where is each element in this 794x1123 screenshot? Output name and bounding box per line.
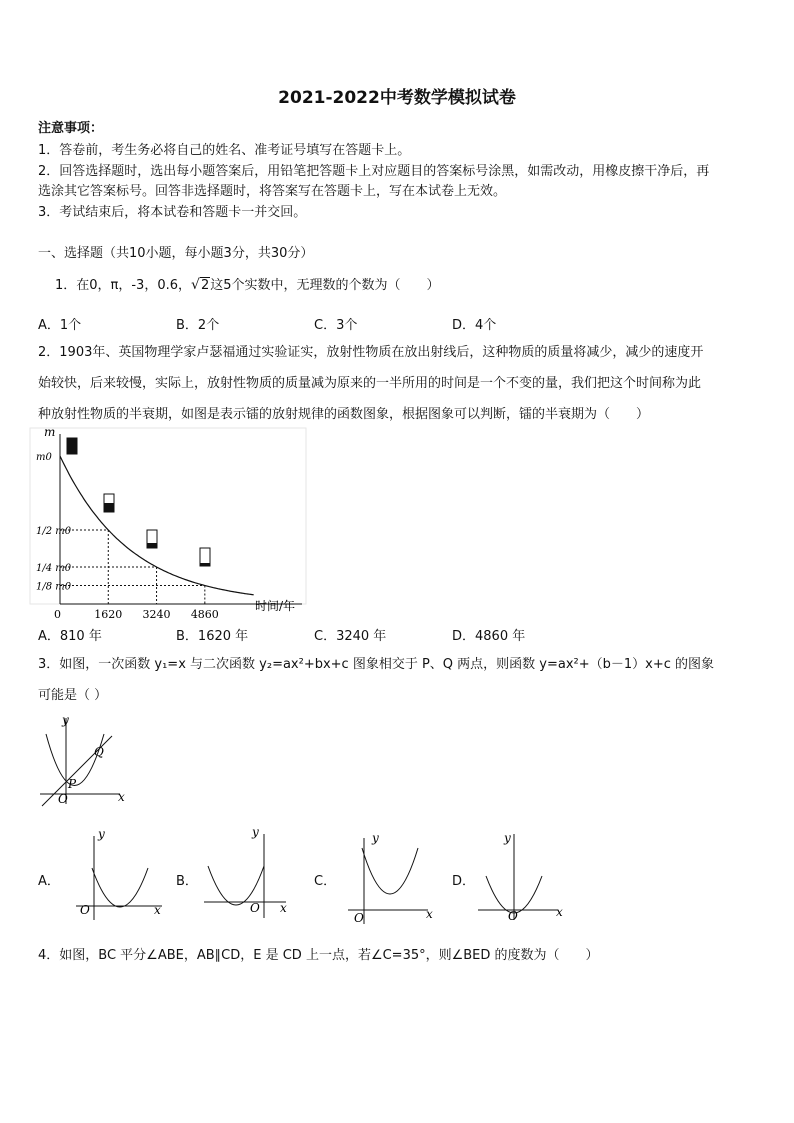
q1-text-after: 这5个实数中，无理数的个数为（ ） <box>210 278 440 293</box>
q3-option-b-label: B． <box>176 874 198 889</box>
origin-label: O <box>80 903 90 917</box>
sqrt-sign: √ <box>191 277 200 293</box>
q3-option-d-graph <box>474 828 574 923</box>
notice-line: 2．回答选择题时，选出每小题答案后，用铅笔把答题卡上对应题目的答案标号涂黑，如需改动，用橡皮擦干净后，再 <box>38 164 710 179</box>
y-tick-label: 1/8 m0 <box>36 581 72 593</box>
q1-text-before: 1．在0，π，-3，0.6， <box>55 278 192 293</box>
origin-label: O <box>508 909 518 923</box>
q3-option-b-graph <box>200 826 300 921</box>
origin-label: O <box>250 901 260 915</box>
sqrt-arg: 2 <box>200 278 210 293</box>
notice-heading: 注意事项： <box>38 121 104 136</box>
question-1 <box>55 277 440 294</box>
x-axis-label: 时间/年 <box>255 599 296 613</box>
q2-option-a: A．810 年 <box>38 629 102 644</box>
y-axis-label: m <box>44 425 56 439</box>
section-heading: 一、选择题（共10小题，每小题3分，共30分） <box>38 246 314 261</box>
q3-option-d-label: D． <box>452 874 476 889</box>
y-tick-label: 1/2 m0 <box>36 526 72 537</box>
q2-line: 种放射性物质的半衰期，如图是表示镭的放射规律的函数图象，根据图象可以判断，镭的半衰期为（ ） <box>38 407 650 422</box>
axis-x-label: x <box>556 905 563 919</box>
q3-option-a-graph <box>72 828 172 923</box>
axis-x-label: x <box>118 790 125 804</box>
x-tick-label: 4860 <box>190 608 219 621</box>
y-tick-label: m0 <box>36 452 52 463</box>
axis-y-label: y <box>62 713 69 727</box>
page-title: 2021-2022中考数学模拟试卷 <box>278 88 516 108</box>
line-y1 <box>42 736 112 806</box>
axis-y-label: y <box>504 831 511 845</box>
q3-main-figure <box>36 712 136 807</box>
q3-option-a-label: A． <box>38 874 60 889</box>
q2-option-d: D．4860 年 <box>452 629 526 644</box>
full-sample-icon <box>67 438 77 454</box>
q2-line: 2．1903年、英国物理学家卢瑟福通过实验证实，放射性物质在放出射线后，这种物质的质量将减少，减少的速度开 <box>38 345 704 360</box>
y-tick-label: 1/4 m0 <box>36 563 72 574</box>
axis-y-label: y <box>98 827 105 841</box>
half-sample-icon <box>104 494 114 512</box>
point-q-label: Q <box>94 745 104 759</box>
axis-y-label: y <box>252 825 259 839</box>
question-4: 4．如图，BC 平分∠ABE，AB∥CD，E 是 CD 上一点，若∠C=35°，则∠BED 的度数为（ ） <box>38 948 599 963</box>
q1-option-c: C．3个 <box>314 318 358 333</box>
notice-line: 选涂其它答案标号。回答非选择题时，将答案写在答题卡上，写在本试卷上无效。 <box>38 184 507 199</box>
q3-option-c-label: C． <box>314 874 337 889</box>
axis-x-label: x <box>154 903 161 917</box>
axis-x-label: x <box>280 901 287 915</box>
axis-y-label: y <box>372 831 379 845</box>
q2-option-c: C．3240 年 <box>314 629 387 644</box>
x-tick-label: 3240 <box>142 608 171 621</box>
decay-chart <box>30 425 310 621</box>
point-p-label: P <box>68 777 77 791</box>
q1-option-d: D．4个 <box>452 318 497 333</box>
x-tick-label: 0 <box>54 608 61 621</box>
notice-line: 1．答卷前，考生务必将自己的姓名、准考证号填写在答题卡上。 <box>38 143 411 158</box>
q1-option-a: A．1个 <box>38 318 82 333</box>
x-tick-label: 1620 <box>94 608 123 621</box>
quarter-sample-icon <box>147 530 157 548</box>
origin-label: O <box>354 911 364 925</box>
origin-label: O <box>58 792 68 806</box>
q1-option-b: B．2个 <box>176 318 220 333</box>
eighth-sample-icon <box>200 548 210 566</box>
q3-line: 3．如图，一次函数 y₁=x 与二次函数 y₂=ax²+bx+c 图象相交于 P、Q 两点，则函数 y=ax²+（b－1）x+c 的图象 <box>38 657 715 672</box>
q2-line: 始较快，后来较慢，实际上，放射性物质的质量减为原来的一半所用的时间是一个不变的量，我们把这个时间称为此 <box>38 376 702 391</box>
q2-option-b: B．1620 年 <box>176 629 249 644</box>
axis-x-label: x <box>426 907 433 921</box>
q3-option-c-graph <box>344 830 444 925</box>
notice-line: 3．考试结束后，将本试卷和答题卡一并交回。 <box>38 205 307 220</box>
q3-line: 可能是（ ） <box>38 688 108 703</box>
decay-curve <box>60 456 254 595</box>
